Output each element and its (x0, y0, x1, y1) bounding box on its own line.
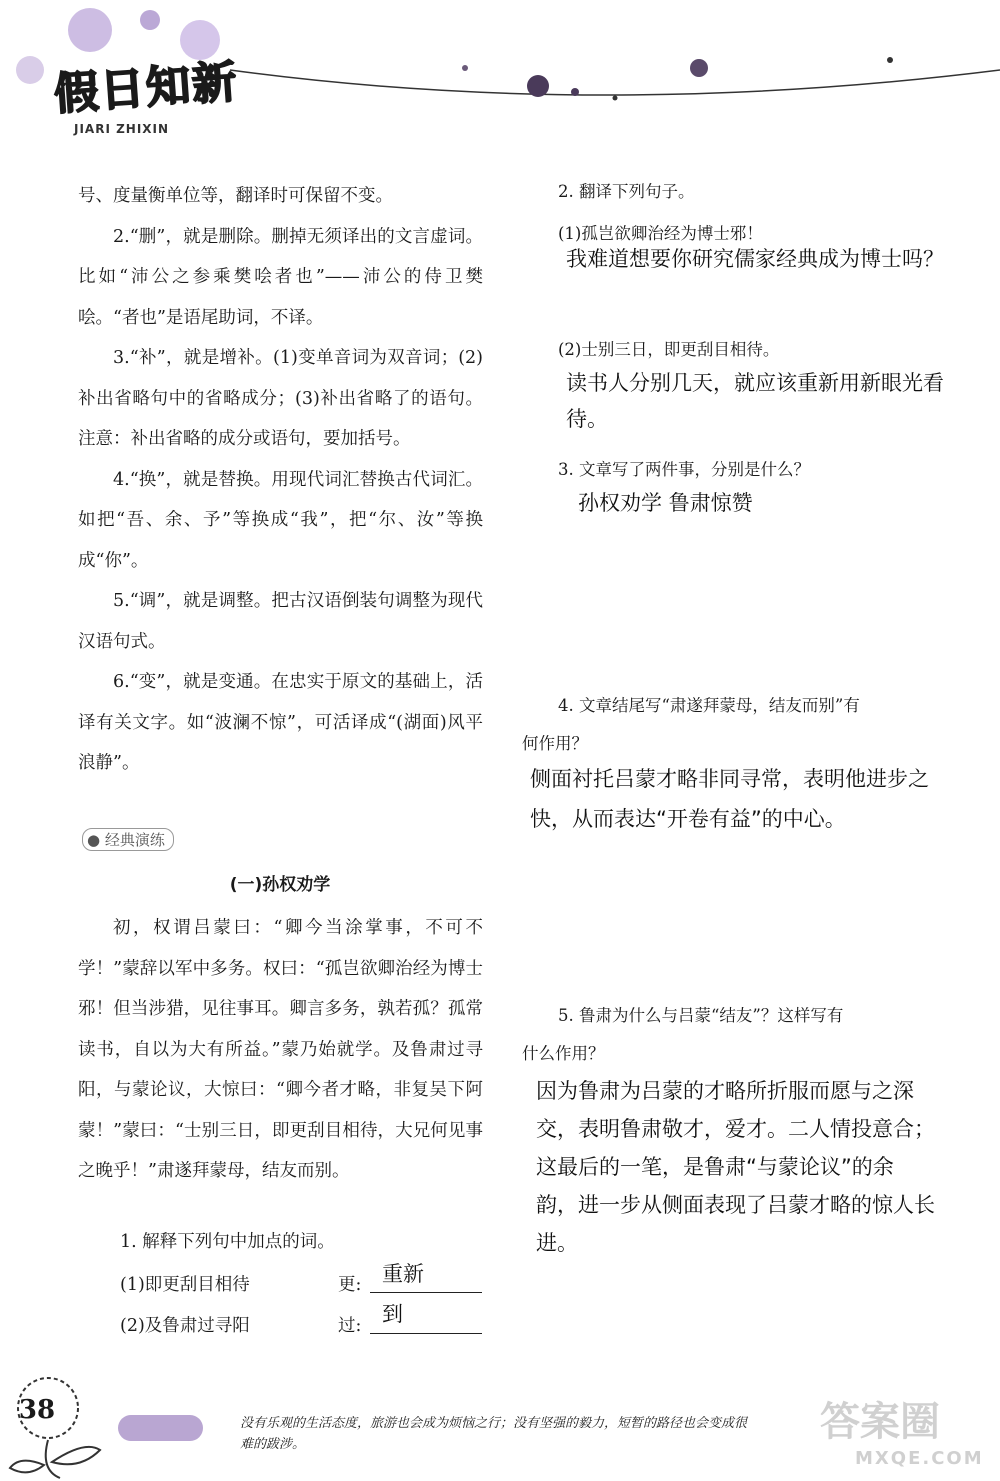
question-3-prompt: 3. 文章写了两件事，分别是什么？ (558, 460, 810, 479)
q1-item-2-word: 过: (338, 1316, 362, 1336)
method-paragraph: 5.“调”，就是调整。把古汉语倒装句调整为现代汉语句式。 (78, 591, 483, 652)
article-title: (一)孙权劝学 (229, 875, 331, 895)
q2-answer-2-line-2: 待。 (566, 407, 608, 431)
article-text: 初，权谓吕蒙曰：“卿今当涂掌事，不可不学！”蒙辞以军中多务。权曰：“孤岂欲卿治经为博士邪！但当涉猎，见往事耳。卿言多务，孰若孤？孤常读书，自以为大有所益。”蒙乃始就学。及鲁肃过寻阳，与蒙论议，大惊曰：“卿今者才略，非复吴下阿蒙！”蒙曰：“士别三日，即更刮目相待，大兄何见事之晚乎！”肃遂拜蒙母，结友而别。 (78, 918, 483, 1181)
watermark-url: MXQE.COM (855, 1448, 984, 1469)
answer-blank (370, 1333, 482, 1334)
question-2-prompt: 2. 翻译下列句子。 (558, 182, 695, 201)
q4-answer-line-1: 侧面衬托吕蒙才略非同寻常，表明他进步之 (530, 767, 929, 791)
q2-sentence-1: (1)孤岂欲卿治经为博士邪！ (558, 224, 763, 243)
question-1-prompt: 1. 解释下列句中加点的词。 (120, 1232, 335, 1252)
classical-article (78, 908, 483, 1192)
footer-band (118, 1415, 203, 1441)
q1-item-1-sentence: (1)即更刮目相待 (120, 1275, 250, 1295)
page-number: 38 (18, 1395, 56, 1425)
q5-answer-line: 交，表明鲁肃敬才，爱才。二人情投意合； (536, 1117, 935, 1141)
question-4-prompt-line-1: 4. 文章结尾写“肃遂拜蒙母，结友而别”有 (558, 696, 860, 715)
footer-quote-line-1: 没有乐观的生活态度，旅游也会成为烦恼之行；没有坚强的毅力，短暂的路径也会变成很 (240, 1416, 748, 1431)
logo-subtitle: JIARI ZHIXIN (74, 122, 170, 136)
q1-item-2-sentence: (2)及鲁肃过寻阳 (120, 1316, 250, 1336)
series-logo (40, 40, 250, 160)
answer-blank (370, 1292, 482, 1293)
q2-answer-1: 我难道想要你研究儒家经典成为博士吗？ (566, 247, 944, 271)
q1-item-2-answer: 到 (382, 1302, 403, 1326)
question-4-prompt-line-2: 何作用？ (522, 734, 588, 753)
label-bullet-icon: ● (87, 831, 101, 849)
method-paragraph: 3.“补”，就是增补。(1)变单音词为双音词；(2)补出省略句中的省略成分；(3)补出省略了的语句。注意：补出省略的成分或语句，要加括号。 (78, 348, 483, 449)
q4-answer-line-2: 快，从而表达“开卷有益”的中心。 (530, 807, 846, 831)
q2-sentence-2: (2)士别三日，即更刮目相待。 (558, 340, 780, 359)
q5-answer-line: 因为鲁肃为吕蒙的才略所折服而愿与之深 (536, 1079, 914, 1103)
section-label (82, 828, 174, 851)
q5-answer-line: 韵，进一步从侧面表现了吕蒙才略的惊人长 (536, 1193, 935, 1217)
logo-title: 假日知新 (52, 56, 240, 121)
q5-answer-line: 进。 (536, 1231, 578, 1255)
method-paragraph: 4.“换”，就是替换。用现代词汇替换古代词汇。如把“吾、余、予”等换成“我”，把“尔、汝”等换成“你”。 (78, 469, 483, 571)
question-5-prompt-line-2: 什么作用？ (522, 1044, 605, 1063)
translation-methods (78, 176, 483, 784)
method-paragraph: 号、度量衡单位等，翻译时可保留不变。 (78, 186, 393, 206)
watermark: 答案圈 (820, 1399, 940, 1445)
q3-answer: 孙权劝学 鲁肃惊赞 (578, 491, 753, 515)
footer-quote-line-2: 难的跋涉。 (240, 1437, 306, 1452)
q1-item-1-answer: 重新 (382, 1262, 424, 1286)
q2-answer-2-line-1: 读书人分别几天，就应该重新用新眼光看 (566, 371, 944, 395)
question-5-prompt-line-1: 5. 鲁肃为什么与吕蒙“结友”？这样写有 (558, 1006, 844, 1025)
method-paragraph: 2.“删”，就是删除。删掉无须译出的文言虚词。比如“沛公之参乘樊哙者也”——沛公的侍卫樊哙。“者也”是语尾助词，不译。 (78, 226, 483, 328)
q1-item-1-word: 更: (338, 1275, 362, 1295)
method-paragraph: 6.“变”，就是变通。在忠实于原文的基础上，活译有关文字。如“波澜不惊”，可活译成“(湖面)风平浪静”。 (78, 672, 483, 773)
q5-answer-line: 这最后的一笔，是鲁肃“与蒙论议”的余 (536, 1155, 894, 1179)
section-label-text: 经典演练 (104, 831, 165, 849)
